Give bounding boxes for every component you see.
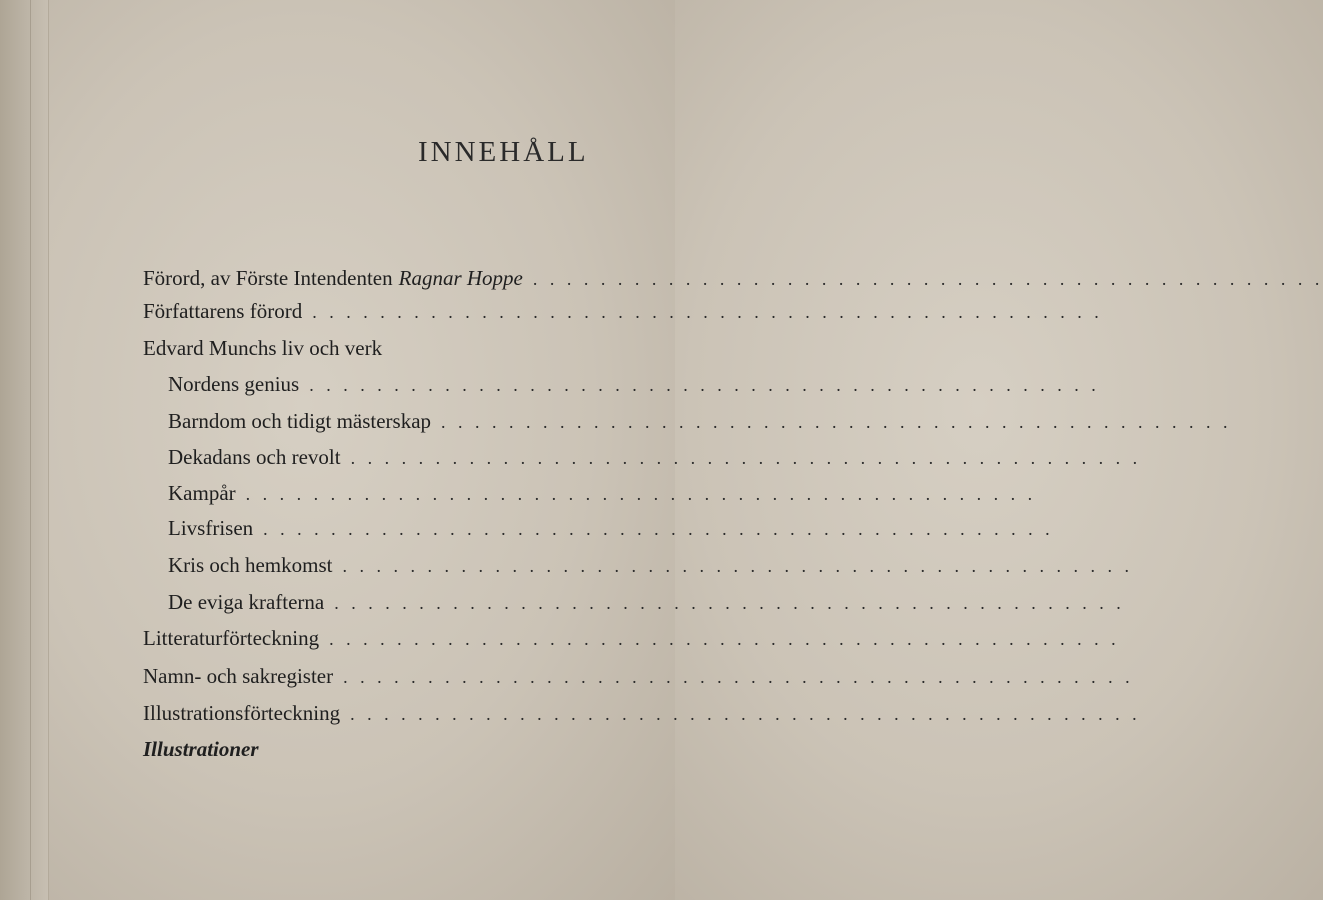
toc-entry-label: Kris och hemkomst xyxy=(168,553,333,577)
toc-entry-label: Dekadans och revolt xyxy=(168,445,341,469)
toc-entry-author: Ragnar Hoppe xyxy=(398,266,523,290)
toc-entry-label: Livsfrisen xyxy=(168,516,254,540)
page-title: INNEHÅLL xyxy=(418,136,589,168)
toc-entry-kampar xyxy=(168,481,1037,511)
toc-entry-label: Edvard Munchs liv och verk xyxy=(143,336,383,360)
toc-entry-livsfrisen xyxy=(168,516,1054,546)
leader-dots: . . . . . . . . . . . . . . . . . . . . . . . . . . . . . . . . . . . . . . . . . . . . . . . xyxy=(329,629,1120,649)
leader-dots: . . . . . . . . . . . . . . . . . . . . . . . . . . . . . . . . . . . . . . . . . . . . . . . xyxy=(342,556,1133,576)
toc-entry-label: Illustrationsförteckning xyxy=(143,701,341,725)
toc-entry-label: Barndom och tidigt mästerskap xyxy=(168,409,432,433)
toc-entry-barndom xyxy=(168,409,1232,439)
toc-entry-label: Namn- och sakregister xyxy=(143,664,334,688)
toc-entry-litteraturforteckning xyxy=(143,626,1120,656)
toc-entry-kris-och-hemkomst xyxy=(168,553,1133,583)
leader-dots: . . . . . . . . . . . . . . . . . . . . . . . . . . . . . . . . . . . . . . . . . . . . . . . xyxy=(312,302,1103,322)
toc-entry-label: Litteraturförteckning xyxy=(143,626,320,650)
toc-entry-label: Illustrationer xyxy=(143,737,259,761)
toc-entry-label: De eviga krafterna xyxy=(168,590,325,614)
leader-dots: . . . . . . . . . . . . . . . . . . . . . . . . . . . . . . . . . . . . . . . . . . . . . . . xyxy=(334,593,1125,613)
leader-dots: . . . . . . . . . . . . . . . . . . . . . . . . . . . . . . . . . . . . . . . . . . . . . . . xyxy=(441,412,1232,432)
toc-entry-dekadans xyxy=(168,445,1142,475)
toc-entry-forord xyxy=(143,266,1323,296)
toc-entry-liv-och-verk xyxy=(143,336,675,366)
toc-entry-eviga-krafterna xyxy=(168,590,1125,620)
toc-entry-label: Kampår xyxy=(168,481,236,505)
leader-dots: . . . . . . . . . . . . . . . . . . . . . . . . . . . . . . . . . . . . . . . . . . . . . . . xyxy=(245,484,1037,504)
leader-dots: . . . . . . . . . . . . . . . . . . . . . . . . . . . . . . . . . . . . . . . . . . . . . . . xyxy=(263,519,1054,539)
leader-dots: . . . . . . . . . . . . . . . . . . . . . . . . . . . . . . . . . . . . . . . . . . . . . . . xyxy=(343,667,1134,687)
toc-entry-forfattarens-forord xyxy=(143,299,1103,329)
toc-entry-label: Förord, av Förste Intendenten xyxy=(143,266,393,290)
toc-entry-illustrationer xyxy=(143,737,675,767)
toc-entry-illustrationsforteckning xyxy=(143,701,1141,731)
leader-dots: . . . . . . . . . . . . . . . . . . . . . . . . . . . . . . . . . . . . . . . . . . . . . . . xyxy=(350,704,1141,724)
toc-entry-label: Författarens förord xyxy=(143,299,303,323)
leader-dots: . . . . . . . . . . . . . . . . . . . . . . . . . . . . . . . . . . . . . . . . . . . . . . . xyxy=(309,375,1100,395)
leader-dots: . . . . . . . . . . . . . . . . . . . . . . . . . . . . . . . . . . . . . . . . . . . . . . . xyxy=(350,448,1142,468)
leader-dots: . . . . . . . . . . . . . . . . . . . . . . . . . . . . . . . . . . . . . . . . . . . . . . . xyxy=(532,269,1323,289)
toc-entry-namn-och-sakregister xyxy=(143,664,1134,694)
book-gutter xyxy=(0,0,49,900)
toc-entry-label: Nordens genius xyxy=(168,372,300,396)
gutter-line xyxy=(30,0,31,900)
toc-entry-nordens-genius xyxy=(168,372,1100,402)
